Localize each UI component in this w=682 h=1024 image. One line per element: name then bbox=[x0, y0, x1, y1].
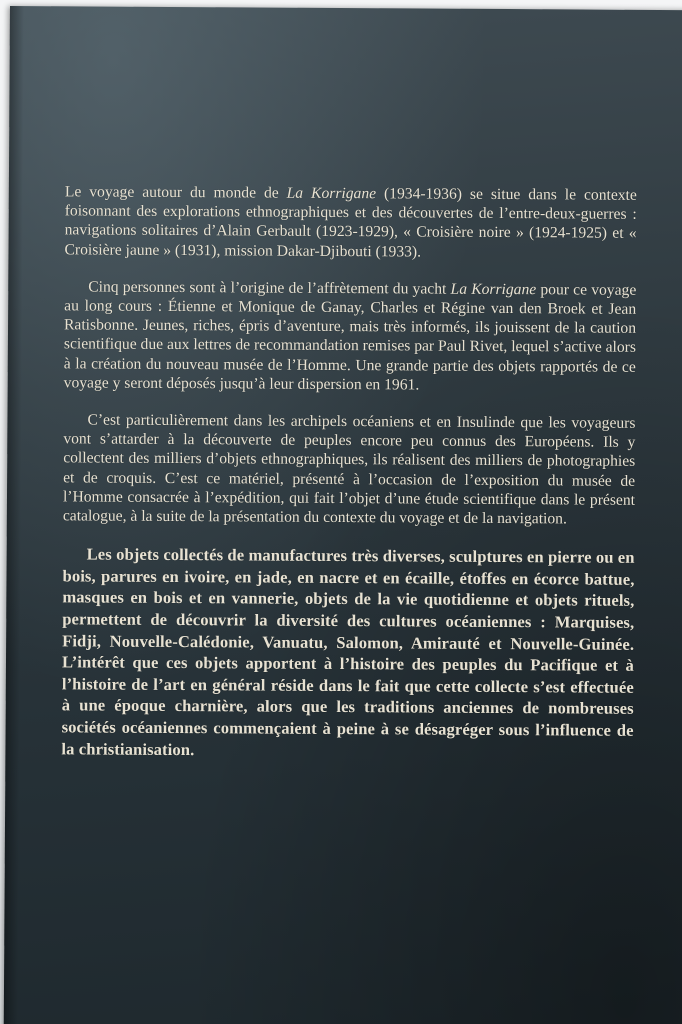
book-back-cover bbox=[4, 6, 682, 1024]
blurb-paragraph-3 bbox=[63, 410, 636, 529]
text-span: Le voyage autour du monde de bbox=[64, 183, 287, 202]
blurb-paragraph-2 bbox=[64, 277, 637, 396]
cover-edge-shadow bbox=[4, 6, 24, 1024]
text-span: (1934-1936) se situe dans le contexte foisonnant des explorations ethnographiques et des découvertes de l’entre-deux-guerres : navigations solitaires d’Alain Gerbault (1923-1929), « Croisière noire » (1924-1925) et « Croisière jaune » (1931), mission Dakar-Djibouti (1933). bbox=[64, 185, 637, 261]
ship-name: La Korrigane bbox=[450, 280, 537, 299]
text-span: pour ce voyage au long cours : Étienne et Monique de Ganay, Charles et Régine van den Broek et Jean Ratisbonne. Jeunes, riches, épris d’aventure, mais très informés, ils jouissent de la caution scientifique due aux lettres de recommandation remises par Paul Rivet, lequel s’active alors à la création du nouveau musée de l’Homme. Une grande partie des objets rapportés de ce voyage y seront déposés jusqu’à leur dispersion en 1961. bbox=[63, 281, 637, 394]
ship-name: La Korrigane bbox=[286, 184, 377, 203]
blurb-text-block bbox=[61, 182, 637, 781]
text-span: Cinq personnes sont à l’origine de l’affrètement du yacht bbox=[88, 278, 451, 298]
blurb-paragraph-1 bbox=[64, 182, 636, 262]
text-span: Les objets collectés de manufactures très diverses, sculptures en pierre ou en bois, parures en ivoire, en jade, en nacre et en écaille, étoffes en écorce battue, masques en bois et en vannerie, objets de la vie quotidienne et objets rituels, permettent de découvrir la diversité des cultures océaniennes : Marquises, Fidji, Nouvelle-Calédonie, Vanuatu, Salomon, Amirauté et Nouvelle-Guinée. L’intérêt que ces objets apportent à l’histoire des peuples du Pacifique et à l’histoire de l’art en général réside dans le fait que cette collecte s’est effectuée à une époque charnière, alors que les traditions anciennes de nombreuses sociétés océaniennes commençaient à peine à se désagréger sous l’influence de la christianisation. bbox=[61, 544, 635, 759]
blurb-paragraph-4 bbox=[61, 544, 634, 763]
text-span: C’est particulièrement dans les archipels océaniens et en Insulinde que les voyageurs vont s’attarder à la découverte de peuples encore peu connus des Européens. Ils y collectent des milliers d’objets ethnographiques, ils réalisent des milliers de photographies et de croquis. C’est ce matériel, présenté à l’occasion de l’exposition du musée de l’Homme consacrée à l’expédition, qui fait l’objet d’une étude scientifique dans le présent catalogue, à la suite de la présentation du contexte du voyage et de la navigation. bbox=[62, 411, 636, 528]
